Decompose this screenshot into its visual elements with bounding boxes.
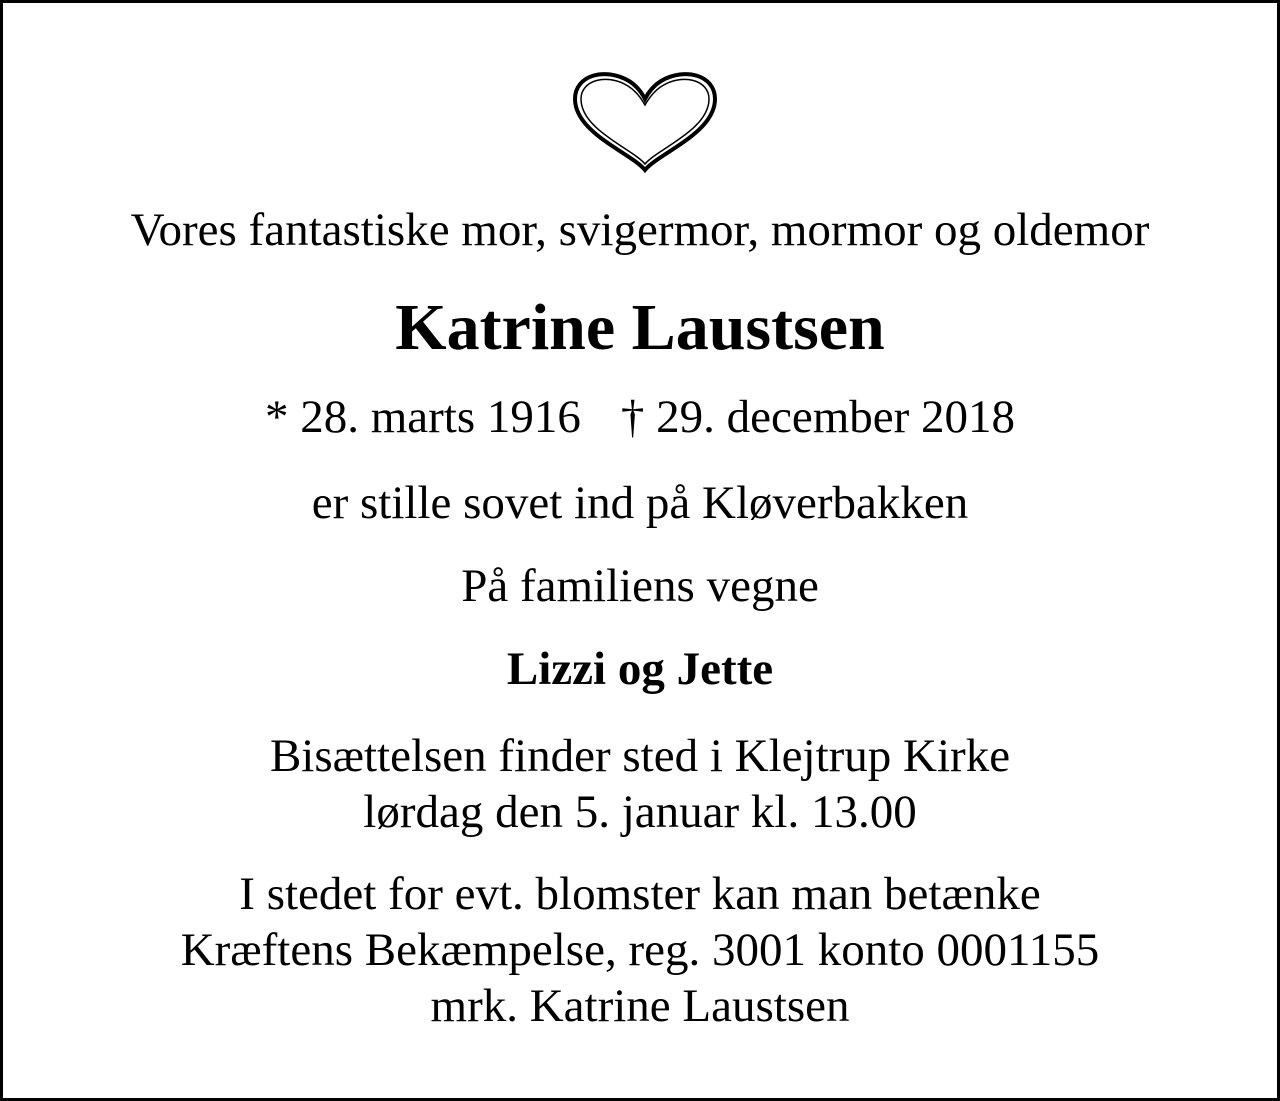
- birth-date: * 28. marts 1916: [264, 391, 581, 443]
- death-date: † 29. december 2018: [620, 391, 1016, 443]
- funeral-info: [3, 728, 1277, 840]
- intro-text: Vores fantastiske mor, svigermor, mormor og oldemor: [130, 204, 1150, 256]
- donation-line: I stedet for evt. blomster kan man betænke: [239, 868, 1041, 920]
- on-behalf-text: På familiens vegne: [461, 560, 819, 612]
- donation-line: Kræftens Bekæmpelse, reg. 3001 konto 0001155: [180, 924, 1100, 976]
- donation-info: [3, 866, 1277, 1034]
- funeral-line: lørdag den 5. januar kl. 13.00: [363, 786, 917, 838]
- passing-place-text: er stille sovet ind på Kløverbakken: [311, 477, 969, 529]
- donation-line: mrk. Katrine Laustsen: [430, 980, 850, 1032]
- funeral-line: Bisættelsen finder sted i Klejtrup Kirke: [269, 730, 1011, 782]
- deceased-name: Katrine Laustsen: [395, 291, 885, 364]
- life-dates: [3, 391, 1277, 443]
- signers-names: Lizzi og Jette: [506, 643, 774, 695]
- heart-outline-icon: [571, 69, 719, 173]
